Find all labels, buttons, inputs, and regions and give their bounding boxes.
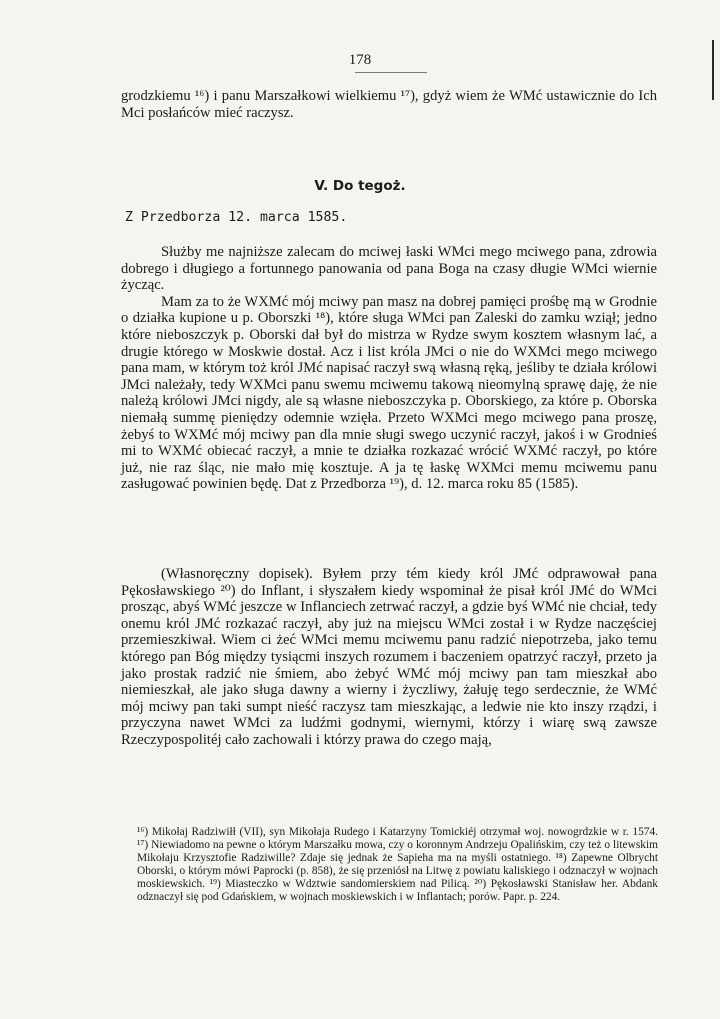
section-heading: V. Do tegoż.: [314, 178, 406, 194]
letter-dateline: Z Przedborza 12. marca 1585.: [125, 210, 348, 225]
letter-paragraph: Służby me najniższe zalecam do mciwej łaski WMci mego mciwego pana, zdrowia dobrego i długiego a fortunnego panowania od pana Boga na czasy długie WMci wiernie życząc.: [121, 244, 657, 294]
footnotes: [137, 826, 658, 905]
postscript-paragraph: (Własnoręczny dopisek). Byłem przy tém kiedy król JMć odprawował pana Pękosławskiego ²⁰) do Inflant, i słyszałem kiedy wspominał że pisał król JMć do WMci prosząc, abyś WMć jeszcze w Inflanciech zetrwać raczył, a gdzie byś WMć nie chciał, tedy onemu król JMć rozkazać raczył, aby już na miejscu WMci został i w Rydze naczęściej przemieszkiwał. Wiem ci żeć WMci memu mciwemu panu radzić niepotrzeba, jako temu którego pan Bóg między tysiącmi inszych rozumem i baczeniem opatrzyć raczył, przeto ja jako prostak radzić nie śmiem, abo żebyć WMć mój mciwy pan tam mieszkał abo niemieszkał, ale jako sługa dawny a wierny i życzliwy, żałuję tego serdecznie, że WMć mój mciwy pan taki sumpt nieść raczysz tam mieszkając, a ledwie nie kto inszy rządzi, i przyczyna nawet WMci za ludźmi godnymi, wiernymi, którzy i wiarę swą zawsze Rzeczypospolitéj cało zachowali i którzy prawa do czego mają,: [121, 566, 657, 748]
letter-paragraph: Mam za to że WXMć mój mciwy pan masz na dobrej pamięci prośbę mą w Grodnie o działka kupione u p. Oborszki ¹⁸), które sługa WMci pan Zaleski do zamku wziął; jedno które nieboszczyk p. Oborski dał był do mistrza w Rydze swym kosztem własnym lać, a drugie którego w Moskwie dostał. Acz i list króla JMci o nie do WXMci mego mciwego pana mam, w którym toż król JMć napisać raczył swą własną ręką, jeśliby te działa królowi JMci należały, tedy WXMci panu swemu mciwemu takową nieomylną sprawę daję, że nie należą królowi JMci nigdy, ale są własne nieboszczyka p. Oborskiego, za które p. Oborska niemałą summę pieniędzy odemnie wzięła. Przeto WXMci mego mciwego pana proszę, żebyś to WXMć mój mciwy pan dla mnie sługi swego uczynić raczył, jakoś i w Grodnieś mi to WXMć obiecać raczył, a mnie te działka rozkazać wrócić WXMć raczył, po które już, nie raz śląc, nie mało mię kosztuje. A ja tę łaskę WXMci memu mciwemu panu zasługować powinien będę. Dat z Przedborza ¹⁹), d. 12. marca roku 85 (1585).: [121, 293, 657, 493]
letter-body: [121, 244, 657, 493]
page-number-rule: [355, 72, 427, 73]
footnotes-text: ¹⁶) Mikołaj Radziwiłł (VII), syn Mikołaja Rudego i Katarzyny Tomickiéj otrzymał woj. nowogrdzkie w r. 1574. ¹⁷) Niewiadomo na pewne o którym Marszałku mowa, czy o koronnym Andrzeju Opalińskim, czy też o litewskim Mikołaju Krzysztofie Radziwille? Zdaje się jednak że Sapieha ma na myśli ostatniego. ¹⁸) Zapewne Olbrycht Oborski, o którym mówi Paprocki (p. 858), że się przeniósł na Litwę z powiatu kaliskiego i odznaczył w wojnach moskiewskich. ¹⁹) Miasteczko w Wdztwie sandomierskiem nad Pilicą. ²⁰) Pękosławski Stanisław her. Abdank odznaczył się pod Gdańskiem, w wojnach moskiewskich i w Inflantach; porów. Papr. p. 224.: [137, 826, 658, 904]
page-number: 178: [348, 52, 372, 68]
page-edge-mark: [712, 40, 714, 100]
carryover-text: grodzkiemu ¹⁶) i panu Marszałkowi wielkiemu ¹⁷), gdyż wiem że WMć ustawicznie do Ich Mci posłańców mieć raczysz.: [121, 88, 657, 121]
postscript: [121, 566, 657, 749]
carryover-paragraph: [121, 88, 657, 121]
